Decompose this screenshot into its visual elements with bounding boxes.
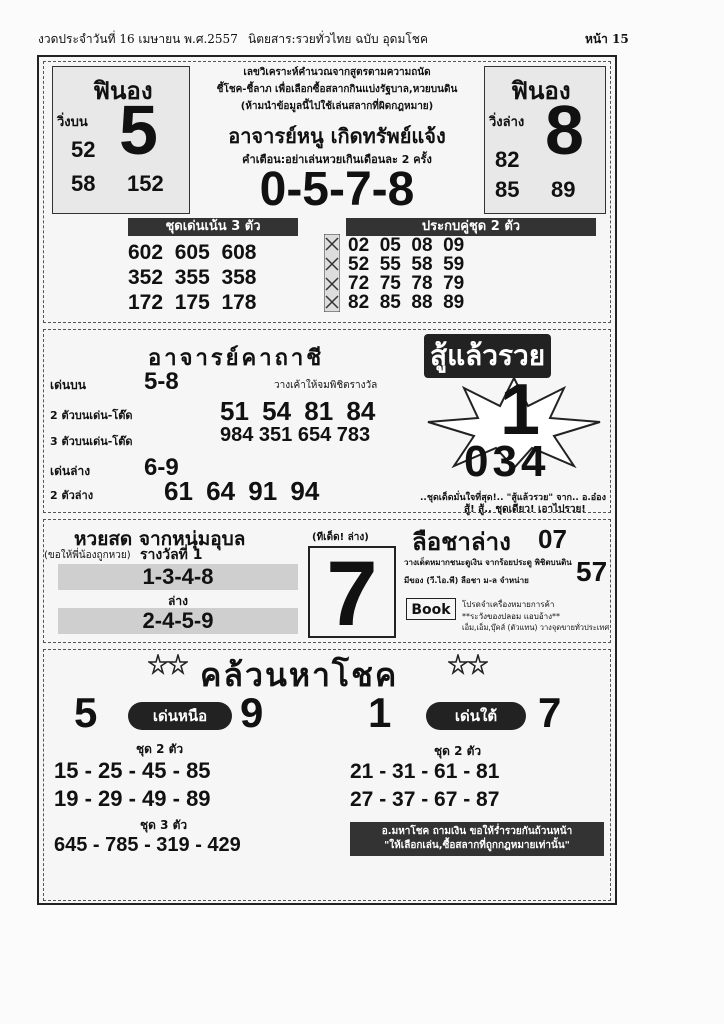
set3-table: [128, 240, 318, 315]
su-laew-ruay-big: 1: [500, 370, 541, 450]
mahachok-banner-line-1: อ.มหาโชค ถามเงิน ขอให้ร่ำรวยกันถ้วนหน้า: [381, 826, 573, 837]
north-digit-b: 9: [240, 689, 264, 736]
south-row-2: 27 - 37 - 67 - 87: [350, 788, 500, 811]
right-logo-digit: 8: [545, 91, 584, 169]
intro-line-3: (ห้ามนำข้อมูลนี้ไปใช้เล่นสลากที่ผิดกฎหมาย): [240, 101, 434, 112]
author-name: อาจารย์หนู เกิดทรัพย์แจ้ง: [228, 124, 446, 148]
section-khlaun-ha-chok: [43, 649, 611, 901]
row3-value: 984 351 654 783: [220, 424, 371, 446]
su-laew-ruay-note-1: ..ชุดเด็ดมั่นใจที่สุด!.. "สู้แล้วรวย" จาก.. อ.อ๋อง: [420, 493, 606, 503]
page-number: หน้า 15: [585, 32, 629, 46]
lucha-line-4: **ระวังของปลอม แอบอ้าง**: [462, 612, 561, 621]
left-logo-box: [52, 66, 190, 214]
teedet-digit: 7: [308, 546, 396, 638]
row2-label: 2 ตัวบนเด่น-โต๊ด: [50, 409, 133, 422]
set3-row-3: 172 175 178: [128, 291, 257, 314]
stars-right-icon: [448, 654, 488, 676]
right-logo-box: [484, 66, 606, 214]
top-label: เด่นบน: [50, 378, 86, 392]
left-logo-num-a: 52: [71, 137, 96, 162]
huay-sod-title: หวยสด จากหนุ่มอุบล: [74, 528, 246, 550]
row5-value: 61 64 91 94: [164, 476, 320, 506]
huay-sod-sub1: (ขอให้พี่น้องถูกหวย): [44, 550, 131, 561]
stars-left-icon: [148, 654, 188, 676]
right-logo-name: ฟินอง: [511, 78, 571, 105]
left-logo-top-label: วิ่งบน: [57, 115, 88, 130]
mahachok-banner: [350, 822, 604, 856]
row5-label: 2 ตัวล่าง: [50, 489, 94, 502]
section-huay-sod: [43, 519, 611, 643]
magazine-title: นิตยสาร:รวยทั่วไทย ฉบับ อุดมโชค: [248, 32, 428, 46]
lucha-title-num: 07: [538, 524, 567, 554]
right-logo-num-a: 82: [495, 147, 520, 172]
section-ajarn-nu: [43, 61, 611, 323]
intro-line-2: ชี้โชค-ชี้ลาภ เพื่อเลือกซื้อสลากกินแบ่งรัฐบาล,หวยบนดิน: [216, 84, 458, 95]
issue-date: งวดประจำวันที่ 16 เมษายน พ.ศ.2557: [38, 32, 238, 46]
pair2-row-2: 52 55 58 59: [348, 254, 465, 275]
north-label-2: ชุด 3 ตัว: [140, 818, 188, 832]
south-label-1: ชุด 2 ตัว: [434, 744, 482, 758]
south-digit-a: 1: [368, 689, 392, 736]
south-pill: เด่นใต้: [426, 702, 526, 730]
huay-sod-mid: ล่าง: [168, 594, 188, 608]
lucha-line-3: โปรดจำเครื่องหมายการค้า: [462, 600, 555, 609]
bottom-value: 6-9: [144, 454, 179, 481]
left-logo-num-c: 152: [127, 171, 164, 196]
bottom-label: เด่นล่าง: [50, 464, 91, 478]
set3-row-1: 602 605 608: [128, 241, 257, 264]
right-logo-top-label: วิ่งล่าง: [489, 115, 525, 130]
su-laew-ruay-sub: 034: [464, 437, 550, 486]
pair2-row-4: 82 85 88 89: [348, 292, 465, 313]
intro-text: [194, 64, 480, 115]
top-note: วางเค้าให้จมพิชิตรางวัล: [274, 380, 378, 391]
north-pill: เด่นหนือ: [128, 702, 232, 730]
lucha-line-5: เอ็ม,เอ็ม,บุ๊คส์ (ตัวแทน) วางจุดขายทั่วประเทศ: [462, 623, 610, 632]
pair2-title: ประกบคู่ชุด 2 ตัว: [346, 218, 596, 236]
book-logo: Book: [406, 598, 456, 620]
khlaun-title: คล้วนหาโชค: [200, 657, 399, 693]
north-label-1: ชุด 2 ตัว: [136, 742, 184, 756]
set3-row-2: 352 355 358: [128, 266, 257, 289]
lucha-big: 57: [576, 556, 608, 587]
north-row-2: 19 - 29 - 49 - 89: [54, 786, 211, 811]
left-logo-num-b: 58: [71, 171, 96, 196]
khatha-title: อาจารย์คาถาชี: [148, 346, 325, 371]
section-ajarn-khatha: [43, 329, 611, 513]
mahachok-banner-line-2: "ให้เลือกเล่น,ซื้อสลากที่ถูกกฎหมายเท่านั้น": [384, 840, 570, 851]
row2-value: 51 54 81 84: [220, 396, 376, 426]
pair2-row-3: 72 75 78 79: [348, 273, 465, 294]
row3-label: 3 ตัวบนเด่น-โต๊ด: [50, 435, 133, 448]
south-row-1: 21 - 31 - 61 - 81: [350, 760, 500, 783]
set3-title: ชุดเด่นเน้น 3 ตัว: [128, 218, 298, 236]
left-logo-name: ฟินอง: [93, 78, 153, 105]
north-digit-a: 5: [74, 689, 98, 736]
teedet-label: (ทีเด็ด! ล่าง): [312, 532, 369, 543]
right-logo-num-b: 85: [495, 177, 520, 202]
warning-text: คำเตือน:อย่าเล่นหวยเกินเดือนละ 2 ครั้ง: [242, 153, 432, 166]
lucha-title: ลือชาล่าง: [412, 528, 511, 556]
top-value: 5-8: [144, 368, 179, 395]
right-logo-num-c: 89: [551, 177, 576, 202]
lucha-line-2: มีของ (วี.ไอ.พี) ลือชา ม-ล จำหน่าย: [404, 576, 529, 585]
pair2-row-1: 02 05 08 09: [348, 235, 465, 256]
su-laew-ruay-title: สู้แล้วรวย: [424, 334, 551, 378]
north-row-1: 15 - 25 - 45 - 85: [54, 758, 211, 783]
huay-sod-num1: 1-3-4-8: [58, 564, 298, 590]
main-number: 0-5-7-8: [259, 163, 415, 216]
su-laew-ruay-note-2: สู้! สู้.. ชุดเดียว! เอาไปรวย!: [464, 504, 586, 515]
content-frame: [37, 55, 617, 905]
north-row-3: 645 - 785 - 319 - 429: [54, 834, 241, 856]
lucha-line-1: วางเด็ดหมากชนะดูเงิน จากร้อยประตู พิชิตบนดิน: [404, 558, 572, 567]
pair2-table: [348, 236, 608, 312]
huay-sod-num2: 2-4-5-9: [58, 608, 298, 634]
left-logo-digit: 5: [119, 91, 158, 169]
intro-line-1: เลขวิเคราะห์คำนวณจากสูตรตามความถนัด: [243, 67, 431, 78]
south-digit-b: 7: [538, 689, 562, 736]
cross-separator-icon: [324, 234, 340, 312]
huay-sod-sub2: รางวัลที่ 1: [140, 547, 203, 563]
